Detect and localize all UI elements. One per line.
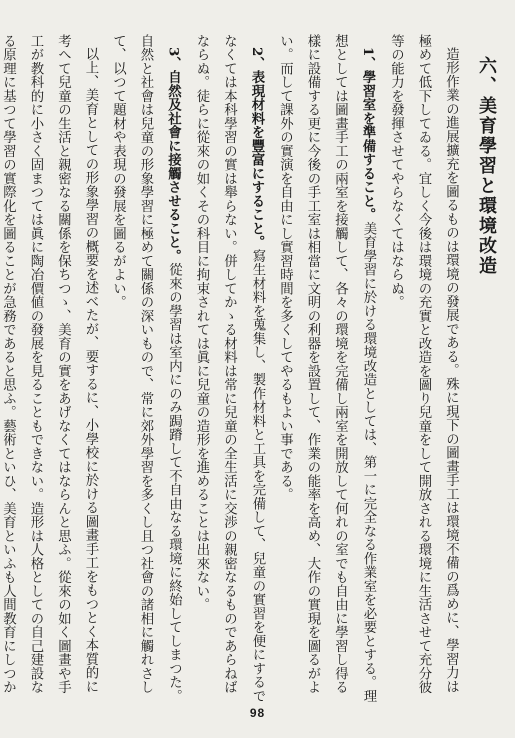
item3-heading: 3、自然及社會に接觸させること。: [165, 47, 182, 264]
item3-paragraph: [104, 34, 188, 706]
intro-paragraph: 造形作業の進展擴充を圖るものは環境の發展である。殊に現下の圖畫手工は環境不備の爲めに、學習力は極めて低下してゐる。宜しく今後は環境の充實と改造を圖り兒童をして開放される環境に生活させて充分彼等の能力を發揮させてやらなくてはならぬ。: [388, 34, 459, 694]
section-title: 六、美育學習と環境改造: [476, 56, 497, 276]
item3-body: 從來の學習は室内にのみ跼蹐して不自由なる環境に終始してしまつた。自然と社會は兒童の形象學習に極めて關係の深いもので、常に郊外學習を多くし且つ社會の諸相に觸れさして、以つて題材や表現の發展を圖るがよい。: [110, 34, 182, 704]
page-number: 98: [249, 706, 266, 720]
item2-heading: 2、表現材料を豐富にすること。: [249, 47, 265, 250]
item1-paragraph: [271, 34, 382, 706]
item2-continuation: 徒らに從來の如くその科目に拘束されては眞に兒童の造形を進めることは出來ない。: [194, 89, 209, 612]
item1-body: 美育學習に於ける環境改造としては、第一に完全なる作業室を必要とする。理想としては圖畫手工の兩室を接觸して、各々の環境を完備し兩室を開放して何れの室でも自由に學習し得る樣に設備する更に今後の手工室は相當に文明の利器を設置して、作業の能率を高め、大作の實現を圖るがよい。而して課外の實演を自由にし實習時間を多くしてやるもよい事である。: [277, 34, 376, 704]
item2-paragraph: [188, 34, 272, 706]
item2-body: 寫生材料を蒐集し、製作材料と工具を完備して、兒童の實習を便にするでなくては本科學習の實は舉らない。併してかゝる材料は常に兒童の全生活に交渉の親密なるものであらねばならぬ。: [194, 34, 265, 704]
item1-heading: 1、學習室を準備すること。: [360, 47, 376, 223]
conclusion-paragraph: 以上、美育としての形象學習の概要を述べたが、要するに、小學校に於ける圖畫手工をもつとく本質的に考へて兒童の生活と親密なる關係を保ちつゝ、美育の實をあげなくてはならんと思ふ。從來の如く圖畫や手工が教科的に小さく固まつては眞に陶冶價値の發展を見ることもできない。造形は人格としての自己建設なる原理に基つて學習の實際化を圖ることが急務であると思ふ。藝術といひ、美育といふも人間教育にしつか: [0, 34, 98, 694]
vertical-text-body: [0, 34, 500, 706]
